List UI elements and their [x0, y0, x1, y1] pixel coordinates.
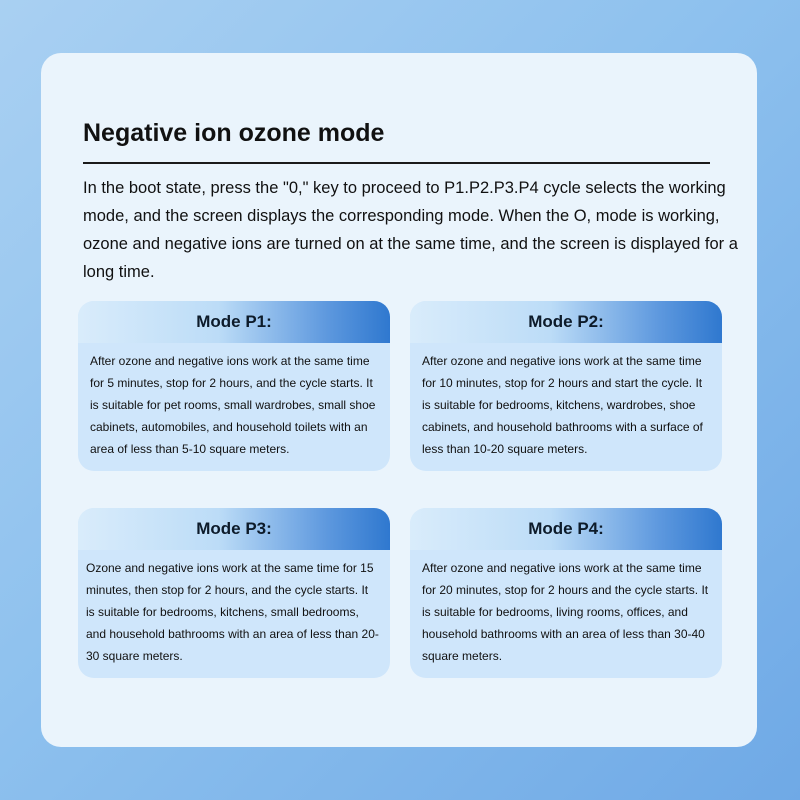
mode-card-description: Ozone and negative ions work at the same time for 15 minutes, then stop for 2 hours, and the cycle starts. It is suitable for bedrooms, kitchens, small bedrooms, and household bathrooms with an area of less than 20-30 square meters.	[86, 561, 379, 663]
mode-card-description: After ozone and negative ions work at the same time for 5 minutes, stop for 2 hours, and the cycle starts. It is suitable for pet rooms, small wardrobes, small shoe cabinets, automobiles, and household toilets with an area of less than 5-10 square meters.	[90, 354, 376, 456]
mode-card-p4	[410, 508, 722, 678]
mode-card-title: Mode P2:	[410, 301, 722, 343]
mode-card-description: After ozone and negative ions work at the same time for 20 minutes, stop for 2 hours and the cycle starts. It is suitable for bedrooms, living rooms, offices, and household bathrooms with an area of less than 30-40 square meters.	[422, 561, 709, 663]
intro-paragraph: In the boot state, press the "0," key to proceed to P1.P2.P3.P4 cycle selects the working mode, and the screen displays the corresponding mode. When the O, mode is working, ozone and negative ions are turned on at the same time, and the screen is displayed for a long time.	[83, 179, 738, 281]
mode-card-p3	[78, 508, 390, 678]
title-divider	[83, 162, 710, 164]
mode-card-p2	[410, 301, 722, 471]
mode-card-title: Mode P3:	[78, 508, 390, 550]
mode-card-title: Mode P1:	[78, 301, 390, 343]
mode-card-p1	[78, 301, 390, 471]
mode-card-description: After ozone and negative ions work at the same time for 10 minutes, stop for 2 hours and start the cycle. It is suitable for bedrooms, kitchens, wardrobes, shoe cabinets, and household bathrooms with a surface of less than 10-20 square meters.	[422, 354, 703, 456]
page-title: Negative ion ozone mode	[83, 119, 385, 147]
mode-card-title: Mode P4:	[410, 508, 722, 550]
content-panel	[41, 53, 757, 747]
